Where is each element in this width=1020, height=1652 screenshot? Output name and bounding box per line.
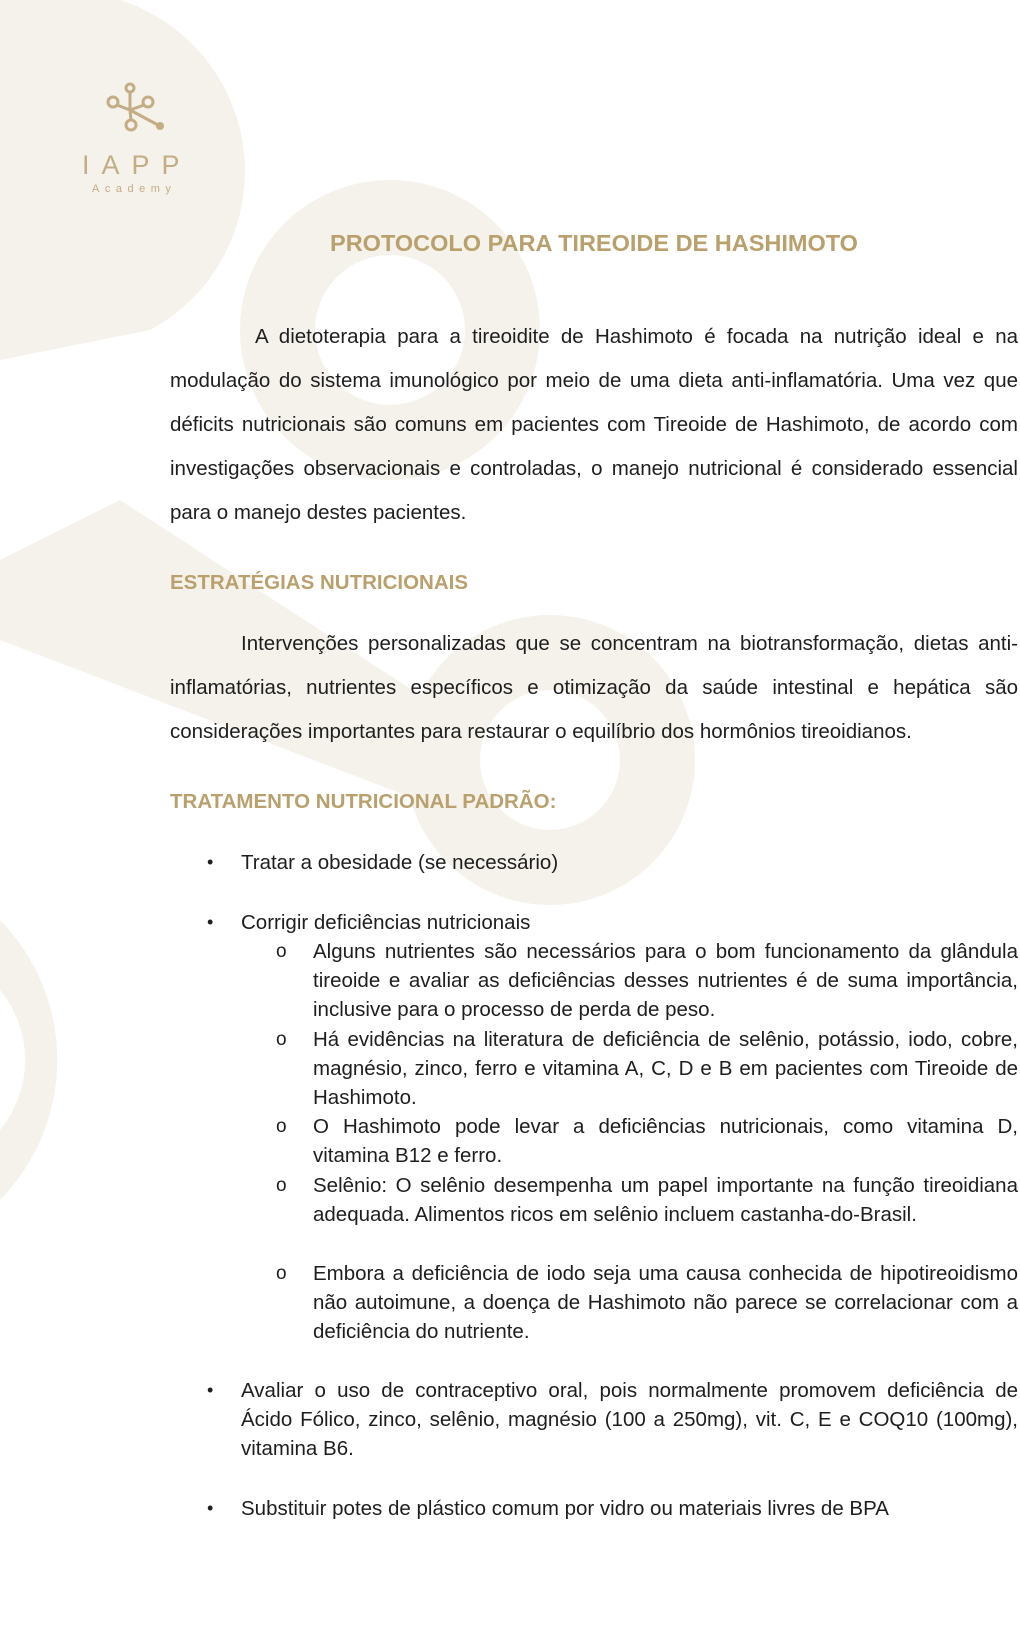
- bullet-icon: •: [207, 852, 214, 872]
- circle-bullet-icon: o: [276, 1116, 287, 1137]
- sub-list-item: [170, 1112, 1018, 1170]
- page-title: PROTOCOLO PARA TIREOIDE DE HASHIMOTO: [330, 230, 858, 256]
- logo-atom-left: [108, 97, 118, 107]
- list-item: [170, 1376, 1018, 1463]
- intro-paragraph: A dietoterapia para a tireoidite de Hashimoto é focada na nutrição ideal e na modulação do sistema imunológico por meio de uma dieta anti-inflamatória. Uma vez que déficits nutricionais são comuns em pacientes com Tireoide de Hashimoto, de acordo com investigações observacionais e controladas, o manejo nutricional é considerado essencial para o manejo destes pacientes.: [170, 325, 1018, 524]
- sub-list-item: [170, 1171, 1018, 1229]
- sub-list-item-text: Há evidências na literatura de deficiência de selênio, potássio, iodo, cobre, magnésio, zinco, ferro e vitamina A, C, D e B em pacientes com Tireoide de Hashimoto.: [313, 1028, 1018, 1109]
- brand-subtitle: Academy: [92, 183, 177, 195]
- logo-atom-right: [143, 97, 153, 107]
- sub-list-item-text: O Hashimoto pode levar a deficiências nutricionais, como vitamina D, vitamina B12 e ferro.: [313, 1115, 1018, 1167]
- molecule-icon: [80, 80, 190, 200]
- list-item-text: Substituir potes de plástico comum por vidro ou materiais livres de BPA: [241, 1497, 889, 1520]
- list-item-text: Avaliar o uso de contraceptivo oral, pois normalmente promovem deficiência de Ácido Fólico, zinco, selênio, magnésio (100 a 250mg), vit. C, E e COQ10 (100mg), vitamina B6.: [241, 1379, 1018, 1460]
- bullet-icon: •: [207, 912, 214, 932]
- list-item: [170, 908, 1018, 937]
- list-item-text: Tratar a obesidade (se necessário): [241, 851, 559, 874]
- logo-atom-top: [126, 84, 134, 92]
- sub-list-item-text: Alguns nutrientes são necessários para o bom funcionamento da glândula tireoide e avaliar as deficiências desses nutrientes é de suma importância, inclusive para o processo de perda de peso.: [313, 940, 1018, 1021]
- bullet-icon: •: [207, 1498, 214, 1518]
- brand-name: IAPP: [82, 150, 192, 180]
- sub-list-item-text: Embora a deficiência de iodo seja uma causa conhecida de hipotireoidismo não autoimune, a doença de Hashimoto não parece se correlacionar com a deficiência do nutriente.: [313, 1262, 1018, 1343]
- list-item: [170, 848, 1018, 877]
- circle-bullet-icon: o: [276, 1263, 287, 1284]
- circle-bullet-icon: o: [276, 1175, 287, 1196]
- sub-list-item: [170, 1259, 1018, 1346]
- strategies-paragraph: Intervenções personalizadas que se concentram na biotransformação, dietas anti-inflamatórias, nutrientes específicos e otimização da saúde intestinal e hepática são considerações importantes para restaurar o equilíbrio dos hormônios tireoidianos.: [170, 632, 1018, 743]
- strategies-heading: ESTRATÉGIAS NUTRICIONAIS: [170, 571, 469, 594]
- treatment-heading: TRATAMENTO NUTRICIONAL PADRÃO:: [170, 790, 557, 813]
- circle-bullet-icon: o: [276, 1029, 287, 1050]
- bullet-icon: •: [207, 1380, 214, 1400]
- list-item-text: Corrigir deficiências nutricionais: [241, 911, 531, 934]
- circle-bullet-icon: o: [276, 941, 287, 962]
- sub-list-item: [170, 937, 1018, 1024]
- sub-list-item-text: Selênio: O selênio desempenha um papel importante na função tireoidiana adequada. Alimentos ricos em selênio incluem castanha-do-Brasil.: [313, 1174, 1018, 1226]
- logo-atom-bottom: [126, 120, 136, 130]
- list-item: [170, 1494, 1018, 1523]
- sub-list-item: [170, 1025, 1018, 1112]
